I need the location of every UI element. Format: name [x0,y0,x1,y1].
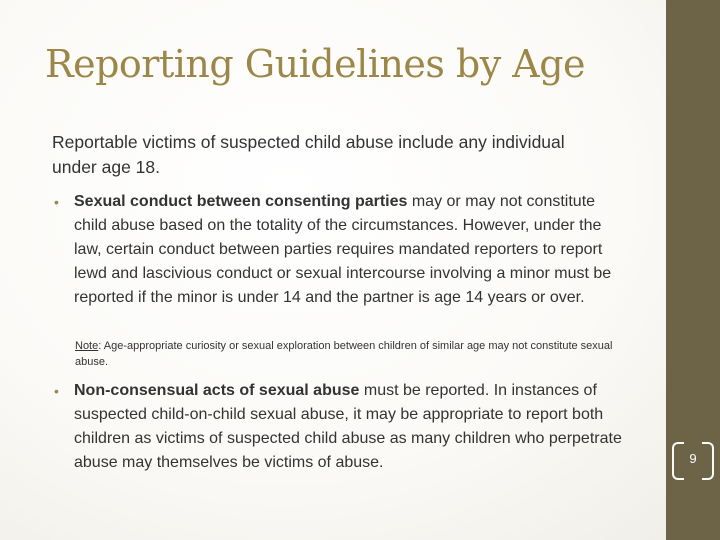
bullet-text [74,190,624,310]
bullet-bold-text: Non-consensual acts of sexual abuse [74,382,360,399]
page-number: 9 [689,451,697,466]
page-number-badge [670,442,716,476]
bullet-marker: • [54,194,59,210]
bullet-marker: • [54,383,59,399]
right-bracket-icon [702,442,714,480]
bullet-body-text: may or may not constitute child abuse based on the totality of the circumstances. However, under the law, certain conduct between parties requires mandated reporters to report lewd and lascivious conduct or sexual intercourse involving a minor must be reported if the minor is under 14 and the partner is age 14 years or over. [74,193,612,306]
bullet-text [74,379,624,475]
bullet-item-non-consensual [54,379,624,475]
bullet-bold-text: Sexual conduct between consenting parties [74,193,408,210]
note-text [75,338,635,370]
note-label: Note [75,340,99,352]
note-body: : Age-appropriate curiosity or sexual exploration between children of similar age may not constitute sexual abuse. [75,340,613,368]
slide-title: Reporting Guidelines by Age [45,42,586,86]
bullet-body-text: must be reported. In instances of suspected child-on-child sexual abuse, it may be appropriate to report both children as victims of suspected child abuse as many children who perpetrate abuse may themselves be victims of abuse. [74,382,622,471]
intro-paragraph: Reportable victims of suspected child abuse include any individual under age 18. [52,132,565,177]
bullet-item-consenting [54,190,624,310]
